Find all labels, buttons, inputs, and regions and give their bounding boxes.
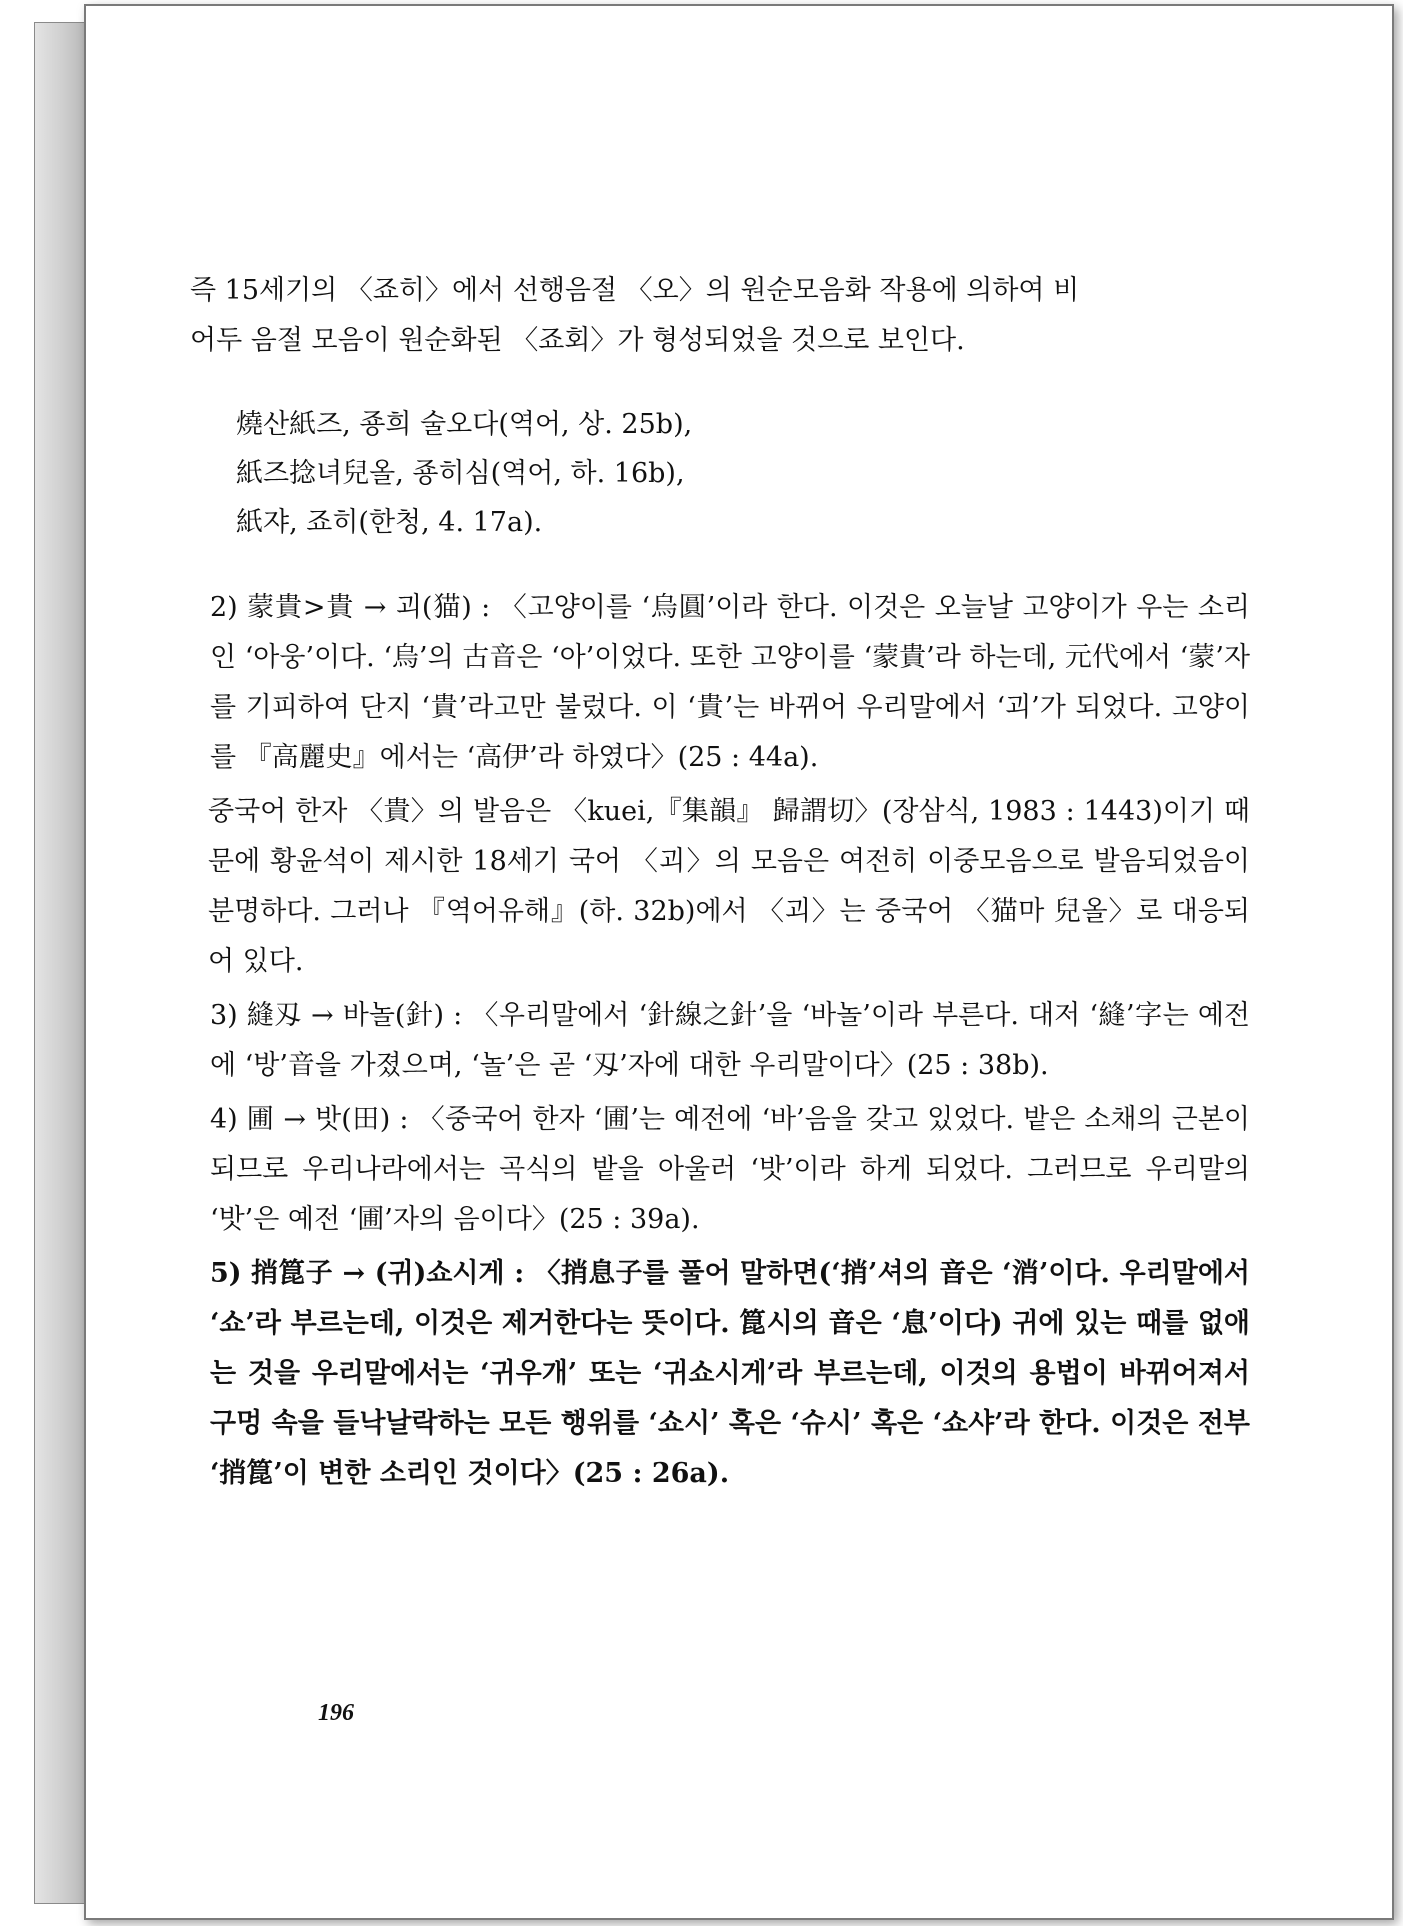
item-5-paragraph: 5) 捎箟子 → (귀)쇼시게 : 〈捎息子를 풀어 말하면(‘捎’셔의 音은 ‘消’이다. 우리말에서 ‘쇼’라 부르는데, 이것은 제거한다는 뜻이다. 箟시의 音은 ‘息’이다) 귀에 있는 때를 없애는 것을 우리말에서는 ‘귀우개’ 또는 ‘귀쇼시게’라 부르는데, 이것의 용법이 바뀌어져서 구멍 속을 들낙날락하는 모든 행위를 ‘쇼시’ 혹은 ‘슈시’ 혹은 ‘쇼샤’라 한다. 이것은 전부 ‘捎箟’이 변한 소리인 것이다〉(25 : 26a). — [210, 1258, 1250, 1489]
example-item: 紙쟈, 죠히(한청, 4. 17a). — [236, 507, 543, 538]
example-item: 燒산紙즈, 죵희 술오다(역어, 상. 25b), — [236, 409, 693, 440]
example-item: 紙즈捻녀兒올, 죵히심(역어, 하. 16b), — [236, 458, 685, 489]
page-number: 196 — [318, 1700, 354, 1726]
intro-paragraph — [190, 266, 1250, 366]
commentary-paragraph: 중국어 한자 〈貴〉의 발음은 〈kuei,『集韻』 歸謂切〉(장삼식, 1983 : 1443)이기 때문에 황윤석이 제시한 18세기 국어 〈괴〉의 모음은 여전히 이중모음으로 발음되었음이 분명하다. 그러나 『역어유해』(하. 32b)에서 〈괴〉는 중국어 〈猫마 兒올〉로 대응되어 있다. — [208, 796, 1250, 977]
book-spine-edge — [34, 22, 86, 1904]
intro-line-1: 즉 15세기의 〈죠히〉에서 선행음절 〈오〉의 원순모음화 작용에 의하여 비 — [190, 275, 1080, 306]
item-4-paragraph: 4) 圃 → 밧(田) : 〈중국어 한자 ‘圃’는 예전에 ‘바’음을 갖고 있었다. 밭은 소채의 근본이 되므로 우리나라에서는 곡식의 밭을 아울러 ‘밧’이라 하게 되었다. 그러므로 우리말의 ‘밧’은 예전 ‘圃’자의 음이다〉(25 : 39a). — [210, 1104, 1250, 1235]
item-3-paragraph: 3) 縫刄 → 바놀(針) : 〈우리말에서 ‘針線之針’을 ‘바놀’이라 부른다. 대저 ‘縫’字는 예전에 ‘방’音을 가졌으며, ‘놀’은 곧 ‘刄’자에 대한 우리말이다〉(25 : 38b). — [210, 1000, 1250, 1081]
item-2-paragraph: 2) 蒙貴>貴 → 괴(猫) : 〈고양이를 ‘烏圓’이라 한다. 이것은 오늘날 고양이가 우는 소리인 ‘아웅’이다. ‘烏’의 古音은 ‘아’이었다. 또한 고양이를 ‘蒙貴’라 하는데, 元代에서 ‘蒙’자를 기피하여 단지 ‘貴’라고만 불렀다. 이 ‘貴’는 바뀌어 우리말에서 ‘괴’가 되었다. 고양이를 『高麗史』에서는 ‘高伊’라 하였다〉(25 : 44a). — [210, 592, 1250, 773]
intro-line-2: 어두 음절 모음이 원순화된 〈죠회〉가 형성되었을 것으로 보인다. — [190, 325, 965, 356]
example-list — [236, 400, 1250, 547]
page-body-text — [190, 266, 1250, 1499]
